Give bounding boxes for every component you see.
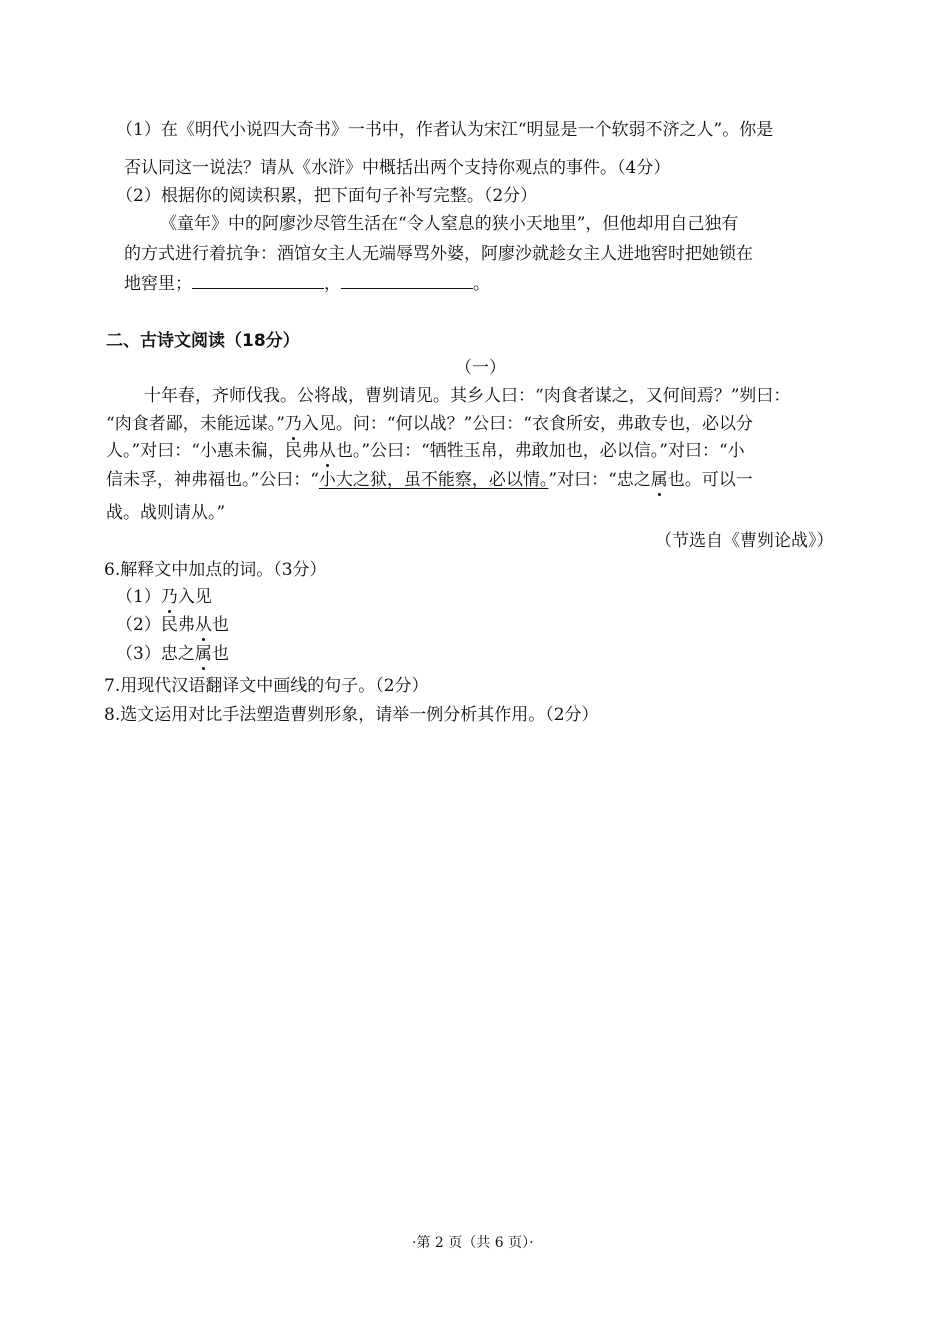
q6-item-1-rest: 入见 (177, 587, 212, 607)
passage-line4 (106, 469, 753, 491)
q6-item-3-num: （3）忠之 (116, 644, 195, 664)
q2-paragraph-line2: 的方式进行着抗争：酒馆女主人无端辱骂外婆，阿廖沙就趁女主人进地窖时把她锁在 (124, 244, 753, 264)
q6-item-3 (116, 643, 229, 665)
part-label: （一） (455, 358, 506, 378)
passage-line4-a: 信未孚，神弗福也。”公曰：“ (106, 470, 319, 490)
passage-line4-c: 也。可以一 (667, 470, 753, 490)
passage-line2-b: 入见。问：“何以战？”公曰：“衣食所安，弗敢专也，必以分 (301, 414, 753, 434)
q6-item-2 (116, 614, 229, 636)
q6-item-2-dotted: 从 (194, 615, 212, 635)
q6-item-2-num: （2）民弗 (116, 615, 195, 635)
answer-blank-1[interactable] (192, 272, 324, 289)
page-footer: ·第 2 页（共 6 页）· (412, 1235, 534, 1251)
q6-item-1 (116, 586, 212, 608)
passage-line3 (106, 440, 745, 462)
passage-line1: 十年春，齐师伐我。公将战，曹刿请见。其乡人曰：“肉食者谋之，又何间焉？”刿曰： (144, 386, 791, 406)
q6-item-1-num: （1） (116, 587, 161, 607)
answer-blank-2[interactable] (341, 272, 473, 289)
underlined-sentence: 小大之狱，虽不能察，必以情。 (318, 470, 549, 490)
passage-line3-b: 也。”公曰：“牺牲玉帛，弗敢加也，必以信。”对曰：“小 (335, 441, 745, 461)
question-6: 6.解释文中加点的词。（3分） (104, 560, 327, 580)
q1-line1: （1）在《明代小说四大奇书》一书中，作者认为宋江“明显是一个软弱不济之人”。你是 (116, 120, 774, 140)
question-8: 8.选文运用对比手法塑造曹刿形象，请举一例分析其作用。（2分） (104, 705, 599, 725)
q6-item-1-dotted: 乃 (160, 587, 178, 607)
question-7: 7.用现代汉语翻译文中画线的句子。（2分） (104, 676, 429, 696)
q2-line3-prefix: 地窖里； (124, 274, 192, 294)
q6-item-2-rest: 也 (211, 615, 229, 635)
passage-line2 (106, 413, 753, 435)
q6-item-3-dotted: 属 (194, 644, 212, 664)
passage-line2-a: “肉食者鄙，未能远谋。” (106, 414, 285, 434)
q2-comma: ， (324, 274, 341, 294)
dotted-word-shu: 属 (650, 470, 668, 490)
dotted-word-cong: 从 (318, 441, 336, 461)
section-heading: 二、古诗文阅读（18分） (106, 331, 300, 351)
q2-line1: （2）根据你的阅读积累，把下面句子补写完整。（2分） (116, 186, 538, 206)
dotted-word-nai: 乃 (284, 414, 302, 434)
passage-line3-a: 人。”对曰：“小惠未徧，民弗 (106, 441, 319, 461)
q2-paragraph-line1: 《童年》中的阿廖沙尽管生活在“令人窒息的狭小天地里”，但他却用自己独有 (160, 214, 739, 234)
passage-source: （节选自《曹刿论战》） (655, 531, 834, 551)
passage-line4-b: ”对曰：“忠之 (548, 470, 651, 490)
q6-item-3-rest: 也 (211, 644, 229, 664)
q2-paragraph-line3 (124, 272, 490, 295)
q2-end: 。 (473, 274, 490, 294)
passage-line5: 战。战则请从。” (106, 503, 226, 523)
q1-line2: 否认同这一说法？请从《水浒》中概括出两个支持你观点的事件。（4分） (124, 158, 671, 178)
